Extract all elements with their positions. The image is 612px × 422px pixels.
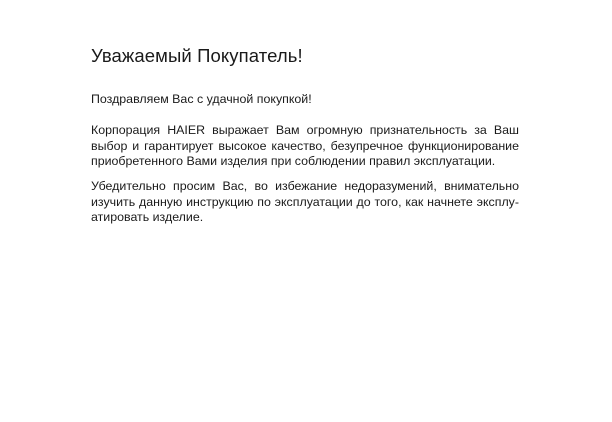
greeting-heading: Уважаемый Покупатель! — [91, 45, 303, 66]
paragraph-line: Убедительно просим Вас, во избежание недоразумений, внимательно — [91, 179, 519, 193]
gratitude-paragraph — [91, 123, 519, 170]
paragraph-line: выбор и гарантирует высокое качество, безупречное функционирование — [91, 138, 519, 153]
paragraph-line: Поздравляем Вас с удачной покупкой! — [91, 92, 312, 106]
paragraph-line: изучить данную инструкцию по эксплуатации до того, как начнете эксплу- — [91, 194, 519, 209]
paragraph-line: приобретенного Вами изделия при соблюдении правил эксплуатации. — [91, 154, 496, 169]
paragraph-line: атировать изделие. — [91, 210, 204, 225]
paragraph-line: Корпорация HAIER выражает Вам огромную признательность за Ваш — [91, 123, 519, 137]
congratulations-paragraph — [91, 92, 519, 108]
instruction-request-paragraph — [91, 179, 519, 226]
